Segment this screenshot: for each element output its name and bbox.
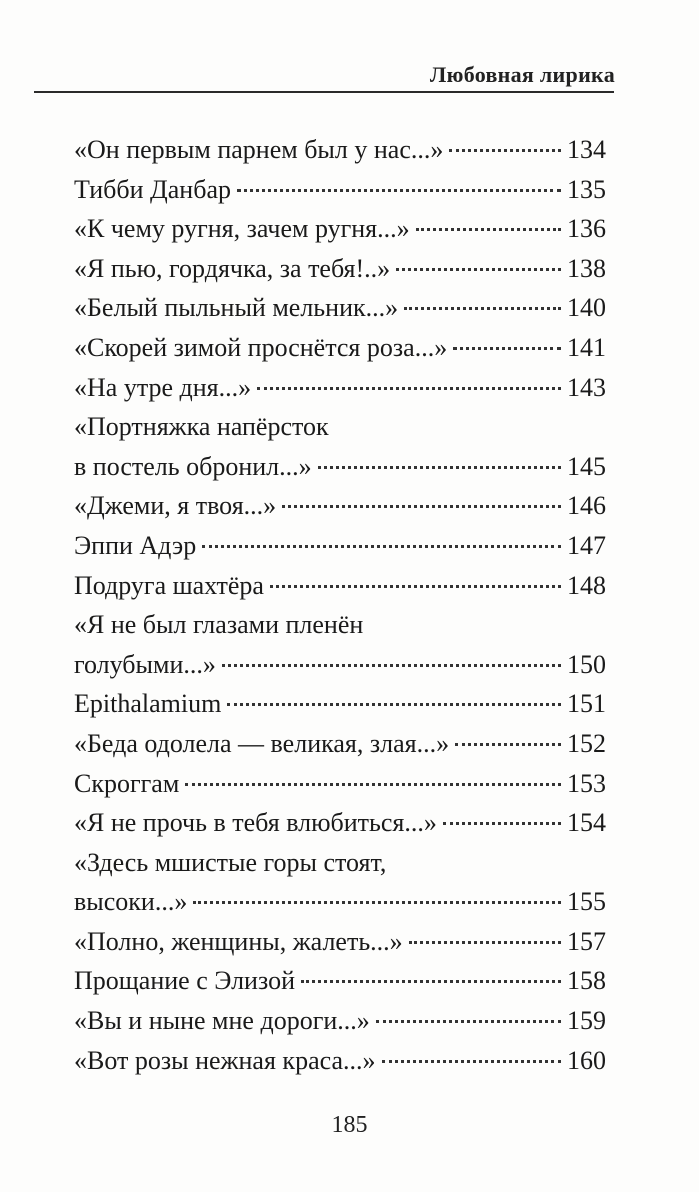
toc-entry-title: «Полно, женщины, жалеть...» (74, 926, 403, 956)
toc-entry (74, 645, 606, 685)
toc-entry (74, 130, 606, 170)
toc-entry-title: в постель обронил...» (74, 451, 312, 481)
toc-entry (74, 368, 606, 408)
toc-entry-title: «Вот розы нежная краса...» (74, 1045, 376, 1075)
toc-entry-title: «Здесь мшистые горы стоят, (74, 847, 387, 877)
dot-leader (227, 703, 561, 706)
toc-entry (74, 684, 606, 724)
toc-entry-title: высоки...» (74, 887, 188, 917)
dot-leader (449, 149, 561, 152)
toc-entry-page: 148 (567, 570, 606, 600)
toc-entry-title: голубыми...» (74, 649, 216, 679)
toc-entry-title: Подруга шахтёра (74, 570, 264, 600)
dot-leader (282, 505, 561, 508)
toc-entry (74, 288, 606, 328)
toc-entry (74, 1041, 606, 1081)
dot-leader (193, 901, 561, 904)
header-rule (34, 91, 614, 93)
toc-entry-continued (74, 843, 606, 883)
toc-entry-page: 140 (567, 293, 606, 323)
toc-entry (74, 328, 606, 368)
toc-entry-page: 158 (567, 966, 606, 996)
toc-entry-page: 153 (567, 768, 606, 798)
toc-entry-page: 141 (567, 332, 606, 362)
toc-entry-page: 155 (567, 887, 606, 917)
toc-entry (74, 209, 606, 249)
dot-leader (202, 545, 561, 548)
toc-entry-page: 154 (567, 808, 606, 838)
dot-leader (396, 268, 561, 271)
toc-entry-title: «Я не прочь в тебя влюбиться...» (74, 808, 437, 838)
toc-entry (74, 249, 606, 289)
toc-entry-page: 138 (567, 253, 606, 283)
dot-leader (270, 585, 561, 588)
dot-leader (455, 743, 561, 746)
dot-leader (404, 307, 561, 310)
dot-leader (453, 347, 561, 350)
toc-entry-title: «Беда одолела — великая, злая...» (74, 728, 450, 758)
toc-entry (74, 447, 606, 487)
dot-leader (301, 980, 561, 983)
dot-leader (318, 466, 561, 469)
toc-entry (74, 170, 606, 210)
toc-entry-title: «Белый пыльный мельник...» (74, 293, 399, 323)
dot-leader (222, 664, 561, 667)
toc-entry-title: «Джеми, я твоя...» (74, 491, 277, 521)
toc-entry-title: «К чему ругня, зачем ругня...» (74, 214, 410, 244)
dot-leader (257, 387, 561, 390)
toc-entry-title: «Скорей зимой проснётся роза...» (74, 332, 448, 362)
toc-entry (74, 882, 606, 922)
toc-entry-title: Эппи Адэр (74, 530, 197, 560)
toc-entry-continued (74, 407, 606, 447)
toc-entry-page: 136 (567, 214, 606, 244)
toc-entry-page: 157 (567, 926, 606, 956)
toc-entry-title: Epithalamium (74, 689, 222, 719)
toc-entry (74, 1001, 606, 1041)
toc-entry-page: 151 (567, 689, 606, 719)
toc-entry-continued (74, 605, 606, 645)
toc-entry-page: 152 (567, 728, 606, 758)
toc-entry (74, 922, 606, 962)
table-of-contents (74, 130, 606, 1080)
dot-leader (416, 228, 561, 231)
dot-leader (237, 189, 561, 192)
toc-entry-page: 134 (567, 135, 606, 164)
toc-entry-title: «Я не был глазами пленён (74, 610, 364, 640)
toc-entry (74, 526, 606, 566)
dot-leader (409, 941, 561, 944)
toc-entry-title: «Портняжка напёрсток (74, 412, 329, 442)
toc-entry (74, 803, 606, 843)
toc-entry (74, 486, 606, 526)
running-head: Любовная лирика (429, 62, 615, 87)
toc-entry (74, 961, 606, 1001)
dot-leader (382, 1060, 561, 1063)
toc-entry-page: 159 (567, 1006, 606, 1036)
toc-entry-title: «Я пью, гордячка, за тебя!..» (74, 253, 391, 283)
toc-entry-title: Скроггам (74, 768, 180, 798)
toc-entry (74, 764, 606, 804)
toc-entry-title: Тибби Данбар (74, 174, 231, 204)
toc-entry (74, 724, 606, 764)
dot-leader (376, 1020, 561, 1023)
toc-entry-page: 145 (567, 451, 606, 481)
dot-leader (185, 783, 561, 786)
toc-entry-page: 147 (567, 530, 606, 560)
toc-entry-page: 143 (567, 372, 606, 402)
toc-entry (74, 566, 606, 606)
toc-entry-title: «Он первым парнем был у нас...» (74, 135, 444, 164)
toc-entry-title: «Вы и ныне мне дороги...» (74, 1006, 370, 1036)
page-number: 185 (331, 1112, 368, 1138)
toc-entry-page: 160 (567, 1045, 606, 1075)
toc-entry-title: Прощание с Элизой (74, 966, 295, 996)
toc-entry-page: 135 (567, 174, 606, 204)
dot-leader (443, 822, 561, 825)
toc-entry-page: 146 (567, 491, 606, 521)
toc-entry-title: «На утре дня...» (74, 372, 252, 402)
toc-entry-page: 150 (567, 649, 606, 679)
